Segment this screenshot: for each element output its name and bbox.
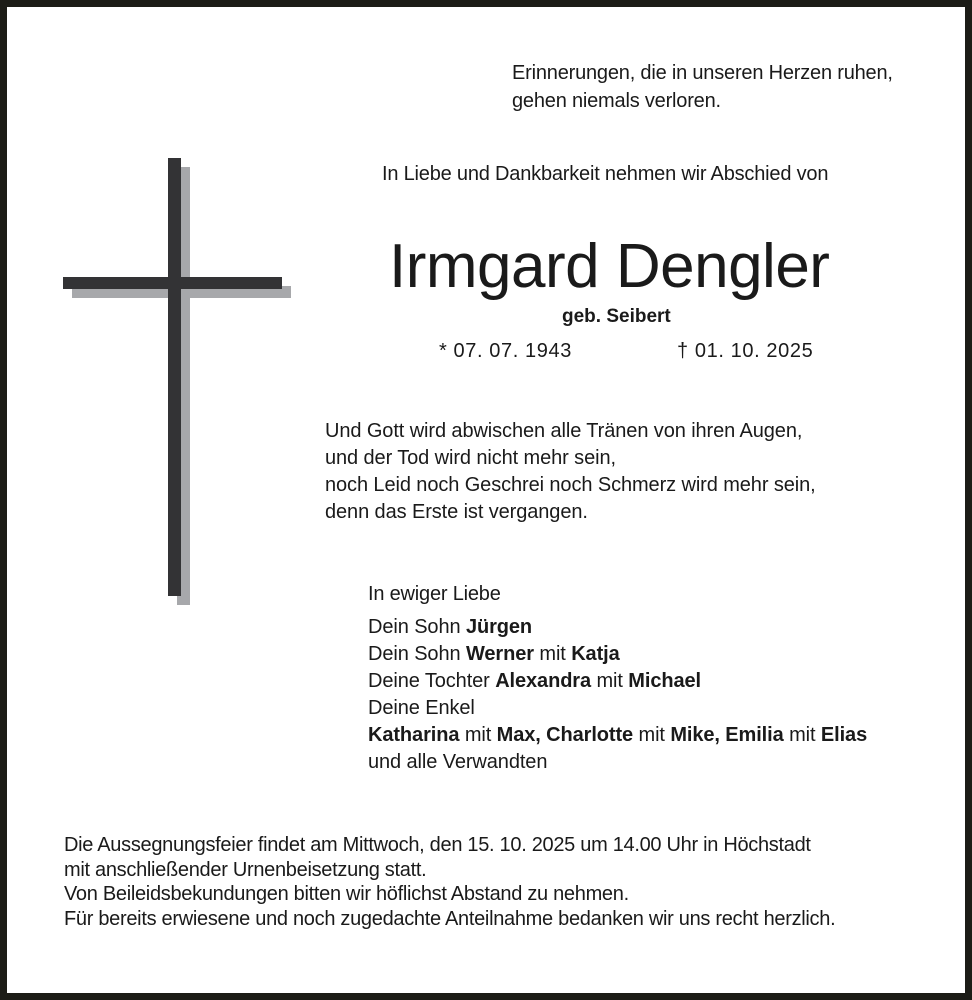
mourner-name: Katharina <box>368 724 460 746</box>
mourner-name: Elias <box>820 724 868 746</box>
motto <box>512 59 893 115</box>
mourner-name: Jürgen <box>465 616 533 638</box>
mourner-line <box>368 722 867 749</box>
mourner-name: Max, Charlotte <box>496 724 634 746</box>
notice-line: Die Aussegnungsfeier findet am Mittwoch, den 15. 10. 2025 um 14.00 Uhr in Höchstadt <box>64 834 811 856</box>
notice-line: Von Beileidsbekundungen bitten wir höflichst Abstand zu nehmen. <box>64 883 629 905</box>
motto-line: gehen niemals verloren. <box>512 90 721 112</box>
mourner-line <box>368 749 867 776</box>
mourner-relation: Deine Enkel <box>368 697 475 719</box>
mourner-relation: Dein Sohn <box>368 616 466 638</box>
mourners-heading: In ewiger Liebe <box>368 583 501 605</box>
mourner-line <box>368 641 867 668</box>
verse-line: noch Leid noch Geschrei noch Schmerz wird mehr sein, <box>325 474 816 496</box>
funeral-notice <box>64 833 835 931</box>
mourner-line <box>368 614 867 641</box>
death-date: † 01. 10. 2025 <box>677 340 814 362</box>
mourners-list <box>368 614 867 776</box>
verse-line: und der Tod wird nicht mehr sein, <box>325 447 616 469</box>
mourner-relation: mit <box>591 670 629 692</box>
verse-line: denn das Erste ist vergangen. <box>325 501 588 523</box>
mourner-name: Werner <box>465 643 534 665</box>
cross-vertical-bar <box>168 158 181 596</box>
notice-line: mit anschließender Urnenbeisetzung statt. <box>64 858 427 881</box>
deceased-name: Irmgard Dengler <box>389 232 830 301</box>
notice-line: Für bereits erwiesene und noch zugedachte Anteilnahme bedanken wir uns recht herzlich. <box>64 907 836 930</box>
intro-text: In Liebe und Dankbarkeit nehmen wir Abschied von <box>382 163 829 185</box>
maiden-name: geb. Seibert <box>562 306 671 327</box>
mourner-line <box>368 668 867 695</box>
mourner-relation: Dein Sohn <box>368 643 466 665</box>
mourner-relation: mit <box>533 643 572 665</box>
mourner-name: Katja <box>571 643 620 665</box>
mourner-line <box>368 695 867 722</box>
mourner-name: Michael <box>628 670 701 692</box>
motto-line: Erinnerungen, die in unseren Herzen ruhen, <box>512 62 893 84</box>
mourner-relation: mit <box>783 724 821 746</box>
mourner-name: Alexandra <box>495 670 592 692</box>
verse-line: Und Gott wird abwischen alle Tränen von ihren Augen, <box>325 420 803 442</box>
mourner-relation: und alle Verwandten <box>368 751 548 773</box>
mourner-relation: Deine Tochter <box>368 670 496 692</box>
mourner-name: Mike, Emilia <box>670 724 784 746</box>
bible-verse <box>325 418 816 526</box>
mourner-relation: mit <box>459 724 497 746</box>
mourner-relation: mit <box>633 724 671 746</box>
birth-date: * 07. 07. 1943 <box>439 340 572 362</box>
obituary-page <box>7 7 965 993</box>
cross-horizontal-bar <box>63 277 282 289</box>
